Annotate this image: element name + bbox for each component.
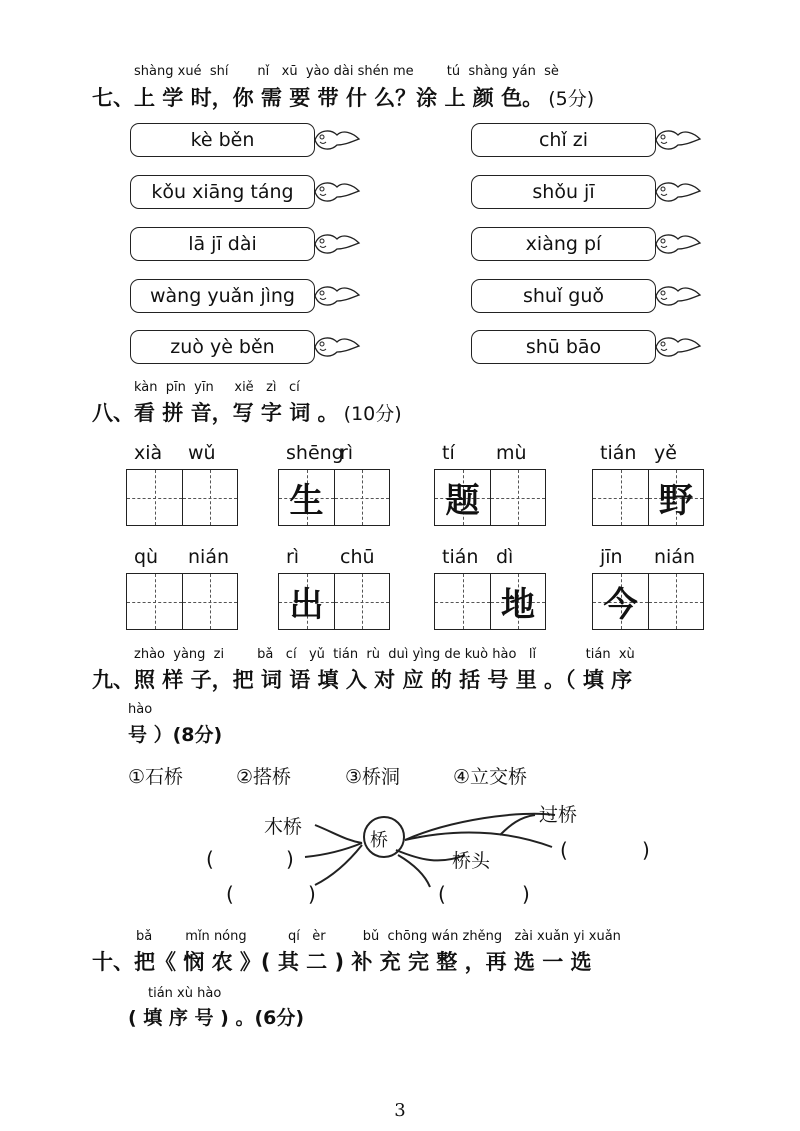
tian-zi-cell[interactable] <box>279 574 334 629</box>
q9-heading <box>92 664 632 694</box>
q7-item-label: shuǐ guǒ <box>522 285 605 307</box>
tian-zi-cell[interactable] <box>648 574 703 629</box>
q10-pinyin: bǎ mǐn nóng qí èr bǔ chōng wán zhěng zài xuǎn yi xuǎn <box>136 929 621 944</box>
q7-item-label: lā jī dài <box>188 233 257 255</box>
q7-item-label: shǒu jī <box>532 181 595 203</box>
q8-score: (10分) <box>343 403 402 425</box>
q9-pinyin: zhào yàng zi bǎ cí yǔ tián rù duì yìng de kuò hào lǐ tián xù <box>134 647 635 662</box>
tian-zi-cell[interactable] <box>435 470 490 525</box>
q8-pinyin-2: rì <box>340 442 354 464</box>
q8-pinyin-2: dì <box>496 546 514 568</box>
q8-pinyin-2: mù <box>496 442 527 464</box>
q7-item-label: zuò yè běn <box>170 336 275 358</box>
q10-line2 <box>128 1003 304 1030</box>
q10-heading <box>92 946 592 976</box>
tian-zi-cell[interactable] <box>490 470 545 525</box>
tian-zi-cell[interactable] <box>182 574 237 629</box>
q7-left-item-1[interactable] <box>130 123 315 157</box>
q7-right-item-2[interactable] <box>471 175 656 209</box>
balloon-tail-icon <box>313 229 361 259</box>
q8-pinyin-1: qù <box>134 546 159 568</box>
tian-zi-cell[interactable] <box>127 574 182 629</box>
q8-heading <box>92 397 402 427</box>
q7-item-label: chǐ zi <box>538 129 589 151</box>
q8-word-grid-4 <box>592 469 704 526</box>
q8-pinyin-1: rì <box>286 546 300 568</box>
q8-pinyin: kàn pīn yīn xiě zì cí <box>134 380 300 395</box>
q8-pinyin-2: nián <box>654 546 696 568</box>
blank-2-open: ( <box>226 882 234 906</box>
q9-option-3: ③桥洞 <box>345 766 401 788</box>
tian-zi-cell[interactable] <box>648 470 703 525</box>
bridge-mindmap-lines <box>0 795 800 915</box>
q8-pinyin-2: yě <box>654 442 677 464</box>
q7-right-item-1[interactable] <box>471 123 656 157</box>
q8-word-grid-1 <box>126 469 238 526</box>
tian-zi-cell[interactable] <box>279 470 334 525</box>
page-number: 3 <box>394 1100 406 1121</box>
cell-character <box>127 574 182 629</box>
q8-pinyin-1: tián <box>600 442 637 464</box>
q7-pinyin: shàng xué shí nǐ xū yào dài shén me tú shàng yán sè <box>134 64 559 79</box>
cell-character <box>435 574 490 629</box>
cell-character: 出 <box>289 585 324 625</box>
q8-pinyin-1: tí <box>442 442 455 464</box>
q8-word-grid-3 <box>434 469 546 526</box>
q9-option-2: ②搭桥 <box>236 766 292 788</box>
cell-character <box>491 470 545 525</box>
q8-pinyin-2: nián <box>188 546 230 568</box>
balloon-tail-icon <box>654 177 702 207</box>
blank-1-close: ) <box>286 847 294 871</box>
q8-word-grid-8 <box>592 573 704 630</box>
cell-character <box>593 470 648 525</box>
balloon-tail-icon <box>313 281 361 311</box>
q8-word-grid-2 <box>278 469 390 526</box>
q7-item-label: kè běn <box>190 129 255 151</box>
branch-guo-qiao: 过桥 <box>539 804 578 826</box>
tian-zi-cell[interactable] <box>435 574 490 629</box>
cell-character: 地 <box>501 585 535 625</box>
q7-item-label: xiàng pí <box>525 233 602 255</box>
q7-left-item-3[interactable] <box>130 227 315 261</box>
balloon-tail-icon <box>654 281 702 311</box>
cell-character <box>127 470 182 525</box>
blank-3-close: ) <box>522 882 530 906</box>
q7-left-item-2[interactable] <box>130 175 315 209</box>
blank-4-close: ) <box>642 838 650 862</box>
cell-character: 今 <box>603 585 638 625</box>
branch-line-guo-hook <box>500 815 535 835</box>
blank-3-open: ( <box>438 882 446 906</box>
q9-title: 九、照 样 子，把 词 语 填 入 对 应 的 括 号 里 。（ 填 序 <box>92 668 633 692</box>
center-label: 桥 <box>370 830 388 851</box>
blank-1-open: ( <box>206 847 214 871</box>
cell-character: 题 <box>445 481 480 521</box>
q8-pinyin-2: chū <box>340 546 375 568</box>
branch-line-mu-qiao <box>315 825 362 843</box>
branch-qiao-tou: 桥头 <box>452 850 491 872</box>
q9-line2 <box>128 720 222 747</box>
cell-character <box>649 574 703 629</box>
q7-left-item-4[interactable] <box>130 279 315 313</box>
q7-left-item-5[interactable] <box>130 330 315 364</box>
q9-line2-pinyin: hào <box>128 702 153 717</box>
balloon-tail-icon <box>313 332 361 362</box>
q7-right-item-5[interactable] <box>471 330 656 364</box>
q7-item-label: shū bāo <box>525 336 602 358</box>
q7-title: 七、上 学 时，你 需 要 带 什 么？涂 上 颜 色。 <box>92 86 544 110</box>
q7-heading <box>92 82 594 112</box>
q8-pinyin-1: tián <box>442 546 479 568</box>
q9-option-1: ①石桥 <box>128 766 184 788</box>
q8-pinyin-2: wǔ <box>188 442 216 464</box>
cell-character: 生 <box>289 481 324 521</box>
branch-mu-qiao: 木桥 <box>264 816 303 838</box>
q7-item-label: kǒu xiāng táng <box>151 181 294 203</box>
q8-pinyin-1: shēng <box>286 442 344 464</box>
q9-line2-text: 号 ）(8分) <box>128 724 223 746</box>
cell-character: 野 <box>659 481 693 521</box>
balloon-tail-icon <box>654 229 702 259</box>
q8-word-grid-6 <box>278 573 390 630</box>
q7-right-item-3[interactable] <box>471 227 656 261</box>
q10-line2-text: ( 填 序 号 ) 。(6分) <box>128 1007 305 1029</box>
q8-pinyin-1: xià <box>134 442 163 464</box>
q8-word-grid-5 <box>126 573 238 630</box>
cell-character <box>183 574 237 629</box>
cell-character <box>335 470 389 525</box>
q9-option-4: ④立交桥 <box>453 766 528 788</box>
q8-title: 八、看 拼 音，写 字 词 。 <box>92 401 339 425</box>
branch-line-right <box>405 832 552 847</box>
q8-pinyin-1: jīn <box>600 546 623 568</box>
tian-zi-cell[interactable] <box>334 574 389 629</box>
tian-zi-cell[interactable] <box>334 470 389 525</box>
q8-word-grid-7 <box>434 573 546 630</box>
cell-character <box>335 574 389 629</box>
balloon-tail-icon <box>313 177 361 207</box>
tian-zi-cell[interactable] <box>127 470 182 525</box>
tian-zi-cell[interactable] <box>490 574 545 629</box>
tian-zi-cell[interactable] <box>593 574 648 629</box>
q7-item-label: wàng yuǎn jìng <box>150 285 295 307</box>
q7-right-item-4[interactable] <box>471 279 656 313</box>
q10-line2-pinyin: tián xù hào <box>148 986 222 1001</box>
balloon-tail-icon <box>654 332 702 362</box>
cell-character <box>183 470 237 525</box>
blank-4-open: ( <box>560 838 568 862</box>
balloon-tail-icon <box>313 125 361 155</box>
q10-title: 十、把《 悯 农 》( 其 二 ) 补 充 完 整 ，再 选 一 选 <box>92 950 592 974</box>
blank-2-close: ) <box>308 882 316 906</box>
tian-zi-cell[interactable] <box>182 470 237 525</box>
balloon-tail-icon <box>654 125 702 155</box>
q7-score: (5分) <box>548 88 595 110</box>
tian-zi-cell[interactable] <box>593 470 648 525</box>
